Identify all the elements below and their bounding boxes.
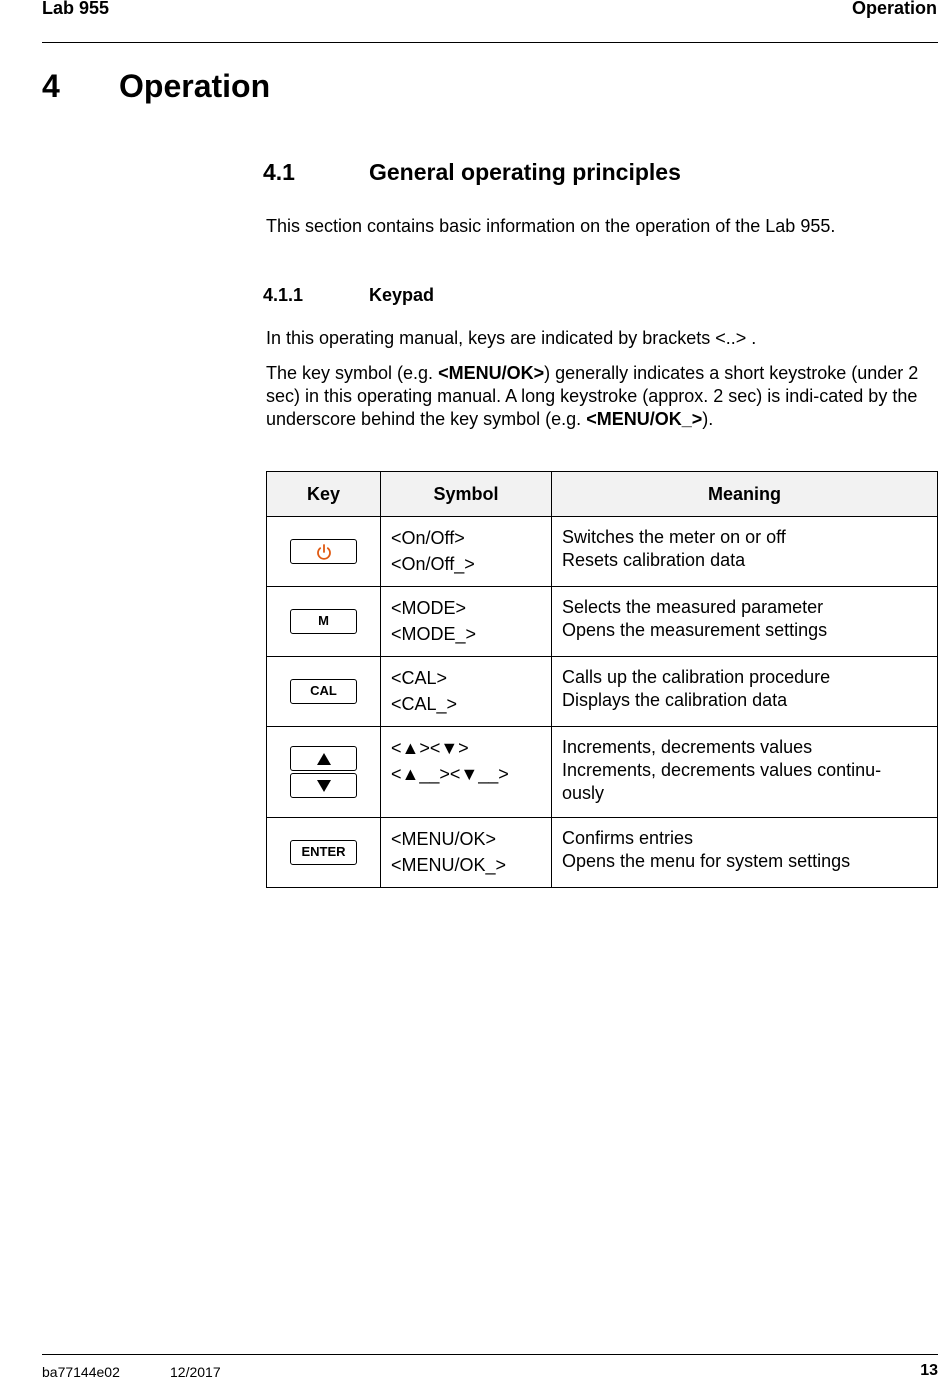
meaning-long: Displays the calibration data <box>562 690 788 710</box>
symbol-cell <box>381 587 552 657</box>
symbol-cell <box>381 517 552 587</box>
meaning-cell <box>552 818 938 888</box>
symbol-long: <CAL_> <box>391 694 458 714</box>
power-icon <box>316 543 332 561</box>
key-cell <box>267 818 381 888</box>
symbol-short: <▲><▼> <box>391 738 469 758</box>
key-cell <box>267 517 381 587</box>
meaning-long: Resets calibration data <box>562 550 746 570</box>
running-header-right: Operation <box>851 0 937 18</box>
running-header-left: Lab 955 <box>42 0 110 18</box>
key-cell <box>267 587 381 657</box>
footer-date: 12/2017 <box>170 1364 221 1380</box>
section-number: 4.1 <box>263 159 295 185</box>
arrow-up-icon <box>317 753 331 765</box>
footer-doc-number: ba77144e02 <box>42 1364 120 1380</box>
column-header-key: Key <box>267 472 381 517</box>
symbol-short: <CAL> <box>391 668 448 688</box>
meaning-short: Selects the measured parameter <box>562 597 824 617</box>
symbol-cell <box>381 727 552 818</box>
arrow-down-icon <box>317 780 331 792</box>
meaning-short: Calls up the calibration procedure <box>562 667 831 687</box>
symbol-short: <On/Off> <box>391 528 465 548</box>
page-number: 13 <box>920 1362 938 1379</box>
table-row <box>267 818 938 888</box>
symbol-short: <MODE> <box>391 598 467 618</box>
para-text-1: The key symbol (e.g. <box>266 363 439 383</box>
meaning-short: Switches the meter on or off <box>562 527 786 547</box>
symbol-short: <MENU/OK> <box>391 829 497 849</box>
symbol-cell <box>381 657 552 727</box>
meaning-cell <box>552 587 938 657</box>
intro-paragraph: This section contains basic information on the operation of the Lab 955. <box>266 216 836 236</box>
symbol-cell <box>381 818 552 888</box>
para-key-short: <MENU/OK> <box>438 363 545 383</box>
meaning-cell <box>552 517 938 587</box>
header-rule <box>42 42 938 43</box>
table-row <box>267 517 938 587</box>
enter-key: ENTER <box>290 840 357 865</box>
table-row <box>267 657 938 727</box>
on-off-key <box>290 539 357 564</box>
symbol-long: <▲__><▼__> <box>391 764 509 784</box>
para-text-3: ). <box>702 409 714 429</box>
mode-key: M <box>290 609 357 634</box>
brackets-paragraph: In this operating manual, keys are indicated by brackets <..> . <box>266 328 757 348</box>
up-key <box>290 746 357 771</box>
meaning-short: Confirms entries <box>562 828 694 848</box>
keypad-table <box>266 471 938 888</box>
meaning-long: Opens the menu for system settings <box>562 851 851 871</box>
key-cell <box>267 727 381 818</box>
table-header-row <box>267 472 938 517</box>
chapter-number: 4 <box>42 68 60 104</box>
section-title: General operating principles <box>369 159 681 185</box>
symbol-long: <MENU/OK_> <box>391 855 507 875</box>
meaning-cell <box>552 657 938 727</box>
meaning-short: Increments, decrements values <box>562 737 813 757</box>
keystroke-paragraph <box>266 362 938 431</box>
down-key <box>290 773 357 798</box>
symbol-long: <On/Off_> <box>391 554 475 574</box>
subsection-number: 4.1.1 <box>263 285 304 305</box>
key-cell <box>267 657 381 727</box>
footer-rule <box>42 1354 938 1355</box>
column-header-meaning: Meaning <box>552 472 938 517</box>
column-header-symbol: Symbol <box>381 472 552 517</box>
chapter-title: Operation <box>119 68 271 104</box>
symbol-long: <MODE_> <box>391 624 477 644</box>
subsection-title: Keypad <box>369 285 435 305</box>
para-key-long: <MENU/OK_> <box>586 409 703 429</box>
para-text-2: ) generally indicates a short keystroke (under 2 sec) in this operating manual. A long keystroke (approx. 2 sec) is indi-cated by the underscore behind the key symbol (e.g. <box>266 363 919 429</box>
meaning-cell <box>552 727 938 818</box>
cal-key: CAL <box>290 679 357 704</box>
table-row <box>267 727 938 818</box>
arrow-keys <box>290 744 357 800</box>
table-row <box>267 587 938 657</box>
meaning-long: Increments, decrements values continu-ously <box>562 760 882 803</box>
meaning-long: Opens the measurement settings <box>562 620 828 640</box>
